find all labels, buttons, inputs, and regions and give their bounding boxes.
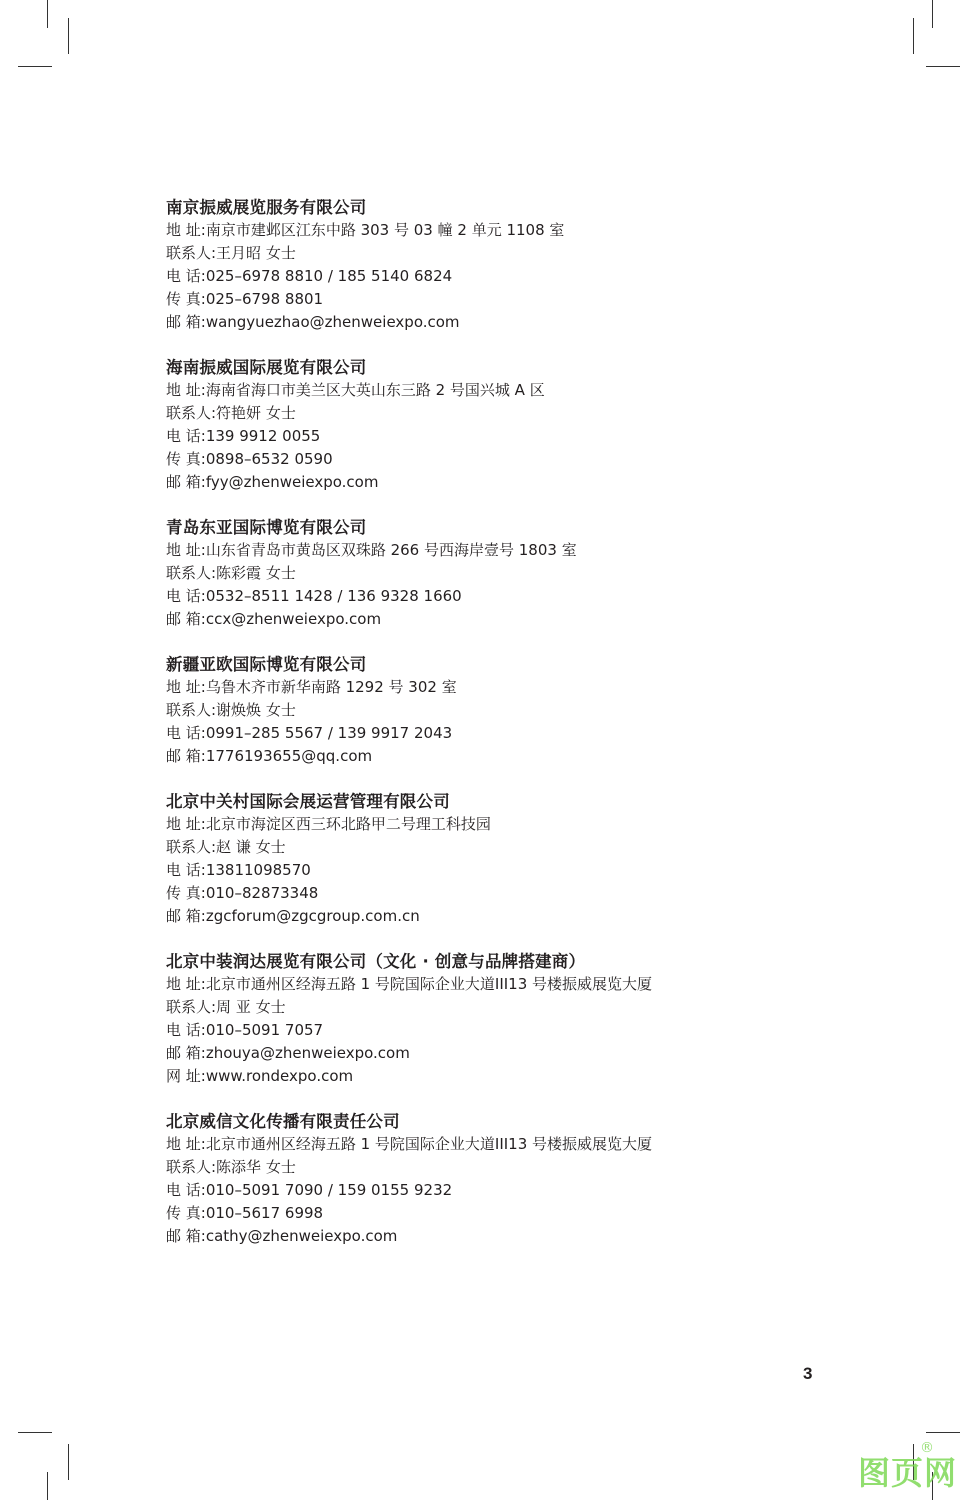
crop-mark-bottom-left-v2 <box>68 1444 69 1480</box>
company-entry <box>166 950 926 1088</box>
company-directory <box>166 196 926 1270</box>
crop-mark-top-left-v <box>47 0 48 28</box>
contact-line: 电 话:010–5091 7090 / 159 0155 9232 <box>166 1181 453 1199</box>
company-name: 北京中关村国际会展运营管理有限公司 <box>166 792 450 811</box>
company-name: 北京威信文化传播有限责任公司 <box>166 1112 400 1131</box>
page-number: 3 <box>803 1364 813 1383</box>
contact-line: 地 址:北京市通州区经海五路 1 号院国际企业大道III13 号楼振威展览大厦 <box>166 1135 653 1153</box>
contact-line: 网 址:www.rondexpo.com <box>166 1067 354 1085</box>
contact-line: 邮 箱:zgcforum@zgcgroup.com.cn <box>166 907 420 925</box>
contact-line: 邮 箱:1776193655@qq.com <box>166 747 373 765</box>
crop-mark-top-right-v <box>932 0 933 28</box>
contact-line: 联系人:谢焕焕 女士 <box>166 701 296 719</box>
company-name: 南京振威展览服务有限公司 <box>166 198 367 217</box>
company-entry <box>166 1110 926 1248</box>
crop-mark-bottom-left-h <box>18 1432 52 1433</box>
crop-mark-bottom-left-v <box>47 1472 48 1500</box>
contact-line: 邮 箱:wangyuezhao@zhenweiexpo.com <box>166 313 460 331</box>
crop-mark-top-right-v2 <box>913 18 914 54</box>
contact-line: 传 真:0898–6532 0590 <box>166 450 333 468</box>
contact-line: 联系人:赵 谦 女士 <box>166 838 286 856</box>
contact-line: 地 址:北京市海淀区西三环北路甲二号理工科技园 <box>166 815 491 833</box>
contact-line: 联系人:符艳妍 女士 <box>166 404 296 422</box>
company-entry <box>166 653 926 768</box>
contact-line: 传 真:010–82873348 <box>166 884 319 902</box>
company-entry <box>166 356 926 494</box>
contact-line: 地 址:乌鲁木齐市新华南路 1292 号 302 室 <box>166 678 457 696</box>
contact-line: 电 话:025–6978 8810 / 185 5140 6824 <box>166 267 453 285</box>
crop-mark-top-left-v2 <box>68 18 69 54</box>
contact-line: 联系人:周 亚 女士 <box>166 998 286 1016</box>
company-name: 北京中装润达展览有限公司（文化 · 创意与品牌搭建商） <box>166 952 586 971</box>
contact-line: 邮 箱:ccx@zhenweiexpo.com <box>166 610 382 628</box>
contact-line: 电 话:139 9912 0055 <box>166 427 321 445</box>
company-name: 海南振威国际展览有限公司 <box>166 358 367 377</box>
contact-line: 联系人:陈添华 女士 <box>166 1158 296 1176</box>
contact-line: 邮 箱:zhouya@zhenweiexpo.com <box>166 1044 410 1062</box>
company-entry <box>166 196 926 334</box>
contact-line: 传 真:010–5617 6998 <box>166 1204 324 1222</box>
crop-mark-top-right-h <box>926 66 960 67</box>
contact-line: 地 址:南京市建邺区江东中路 303 号 03 幢 2 单元 1108 室 <box>166 221 565 239</box>
contact-line: 联系人:王月昭 女士 <box>166 244 296 262</box>
company-entry <box>166 516 926 631</box>
company-name: 青岛东亚国际博览有限公司 <box>166 518 367 537</box>
contact-line: 电 话:13811098570 <box>166 861 311 879</box>
watermark-logo: 图页网 <box>858 1454 958 1492</box>
contact-line: 地 址:山东省青岛市黄岛区双珠路 266 号西海岸壹号 1803 室 <box>166 541 577 559</box>
crop-mark-top-left-h <box>18 66 52 67</box>
contact-line: 传 真:025–6798 8801 <box>166 290 324 308</box>
contact-line: 邮 箱:fyy@zhenweiexpo.com <box>166 473 379 491</box>
contact-line: 邮 箱:cathy@zhenweiexpo.com <box>166 1227 398 1245</box>
contact-line: 电 话:0991–285 5567 / 139 9917 2043 <box>166 724 453 742</box>
contact-line: 地 址:海南省海口市美兰区大英山东三路 2 号国兴城 A 区 <box>166 381 545 399</box>
company-entry <box>166 790 926 928</box>
company-name: 新疆亚欧国际博览有限公司 <box>166 655 367 674</box>
crop-mark-bottom-right-h <box>926 1432 960 1433</box>
registered-mark: ® <box>920 1440 934 1456</box>
contact-line: 电 话:010–5091 7057 <box>166 1021 324 1039</box>
contact-line: 电 话:0532–8511 1428 / 136 9328 1660 <box>166 587 462 605</box>
contact-line: 联系人:陈彩霞 女士 <box>166 564 296 582</box>
contact-line: 地 址:北京市通州区经海五路 1 号院国际企业大道III13 号楼振威展览大厦 <box>166 975 653 993</box>
